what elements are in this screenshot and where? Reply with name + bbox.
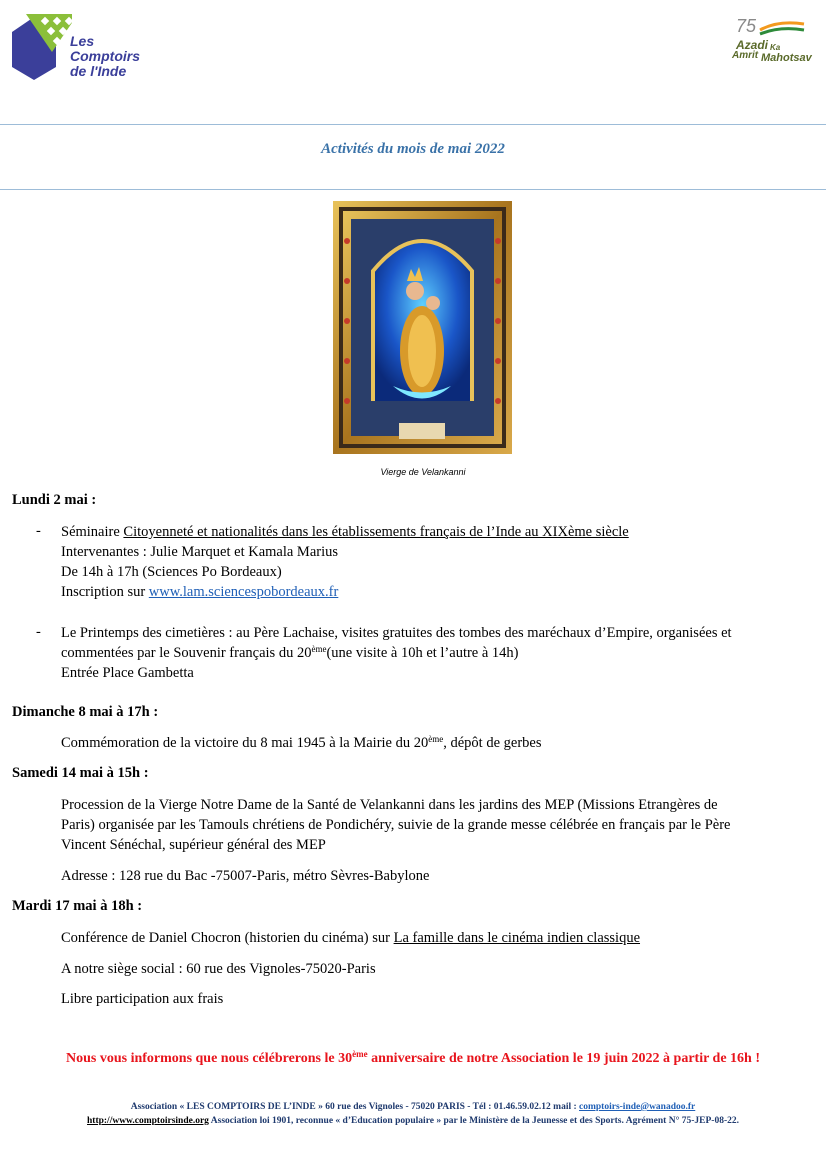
announcement-b: anniversaire de notre Association le 19 juin 2022 à partir de 16h ! <box>367 1051 760 1066</box>
azadi-logo-line2: Ka <box>770 43 781 52</box>
printemps-sup: ème <box>311 644 327 654</box>
azadi-logo <box>730 16 820 66</box>
commemoration-sup: ème <box>428 734 444 744</box>
title-divider <box>0 189 826 190</box>
org-logo-icon <box>12 12 72 82</box>
org-logo-text <box>70 34 162 79</box>
shrine-image <box>333 201 512 454</box>
azadi-logo-num: 75 <box>736 16 757 36</box>
inscription-link[interactable]: www.lam.sciencespobordeaux.fr <box>148 584 339 600</box>
conference-prefix: Conférence de Daniel Chocron (historien du cinéma) sur <box>61 930 394 946</box>
velankanni-photo <box>333 201 512 454</box>
azadi-logo-line4: Mahotsav <box>761 52 812 64</box>
event-heading-lundi: Lundi 2 mai : <box>12 492 97 508</box>
event-printemps <box>61 623 732 683</box>
org-logo-line1: Les Comptoirs <box>70 33 140 64</box>
seminaire-speakers: Intervenantes : Julie Marquet et Kamala Marius <box>61 544 339 560</box>
footer-line1 <box>0 1102 826 1112</box>
azadi-logo-line1: Azadi <box>736 38 769 52</box>
footer-legal: Association loi 1901, reconnue « d’Education populaire » par le Ministère de la Jeunesse et des Sports. Agrément N° 75-JEP-08-22. <box>208 1116 739 1126</box>
event-seminaire <box>61 522 629 602</box>
event-commemoration <box>61 733 542 753</box>
procession-line1: Procession de la Vierge Notre Dame de la Santé de Velankanni dans les jardins des MEP (Missions Etrangères de <box>61 797 718 813</box>
org-logo <box>12 12 162 82</box>
inscription-prefix: Inscription sur <box>61 584 149 600</box>
printemps-line2b: (une visite à 10h et l’autre à 14h) <box>326 645 519 661</box>
azadi-logo-line3: Amrit <box>732 50 759 61</box>
commemoration-a: Commémoration de la victoire du 8 mai 1945 à la Mairie du 20 <box>61 735 429 751</box>
event-heading-dimanche: Dimanche 8 mai à 17h : <box>12 704 159 720</box>
printemps-line1: Le Printemps des cimetières : au Père Lachaise, visites gratuites des tombes des maréchaux d’Empire, organisées et <box>61 625 732 641</box>
procession-line2: Paris) organisée par les Tamouls chrétiens de Pondichéry, suivie de la grande messe célébrée en français par le Père <box>61 817 731 833</box>
conference-location: A notre siège social : 60 rue des Vignoles-75020-Paris <box>61 961 376 977</box>
bullet-dash: - <box>36 624 41 640</box>
procession-line3: Vincent Sénéchal, supérieur général des MEP <box>61 837 326 853</box>
footer-email-link[interactable]: comptoirs-inde@wanadoo.fr <box>579 1102 696 1112</box>
bullet-dash: - <box>36 523 41 539</box>
event-heading-samedi: Samedi 14 mai à 15h : <box>12 765 149 781</box>
announcement-sup: ème <box>352 1049 368 1059</box>
flag-swoosh-icon <box>758 20 808 36</box>
photo-caption: Vierge de Velankanni <box>380 467 466 477</box>
conference-title: La famille dans le cinéma indien classique <box>393 930 641 946</box>
org-logo-line2: de l'Inde <box>70 63 127 79</box>
commemoration-b: , dépôt de gerbes <box>443 735 542 751</box>
event-heading-mardi: Mardi 17 mai à 18h : <box>12 898 143 914</box>
printemps-line2a: commentées par le Souvenir français du 20 <box>61 645 312 661</box>
event-procession <box>61 795 731 855</box>
anniversary-announcement <box>0 1051 826 1067</box>
seminaire-prefix: Séminaire <box>61 524 124 540</box>
event-conference <box>61 928 640 948</box>
conference-fees: Libre participation aux frais <box>61 991 224 1007</box>
page-title: Activités du mois de mai 2022 <box>321 141 505 157</box>
footer-line2 <box>0 1116 826 1126</box>
seminaire-title: Citoyenneté et nationalités dans les établissements français de l’Inde au XIXème siècle <box>123 524 629 540</box>
header-divider <box>0 124 826 125</box>
footer-website-link[interactable]: http://www.comptoirsinde.org <box>87 1116 209 1126</box>
footer-address: Association « LES COMPTOIRS DE L’INDE » 60 rue des Vignoles - 75020 PARIS - Tél : 01.46.59.02.12 mail : <box>130 1102 580 1112</box>
procession-address: Adresse : 128 rue du Bac -75007-Paris, métro Sèvres-Babylone <box>61 868 430 884</box>
printemps-line3: Entrée Place Gambetta <box>61 665 194 681</box>
announcement-a: Nous vous informons que nous célébrerons le 30 <box>65 1051 353 1066</box>
seminaire-time: De 14h à 17h (Sciences Po Bordeaux) <box>61 564 282 580</box>
